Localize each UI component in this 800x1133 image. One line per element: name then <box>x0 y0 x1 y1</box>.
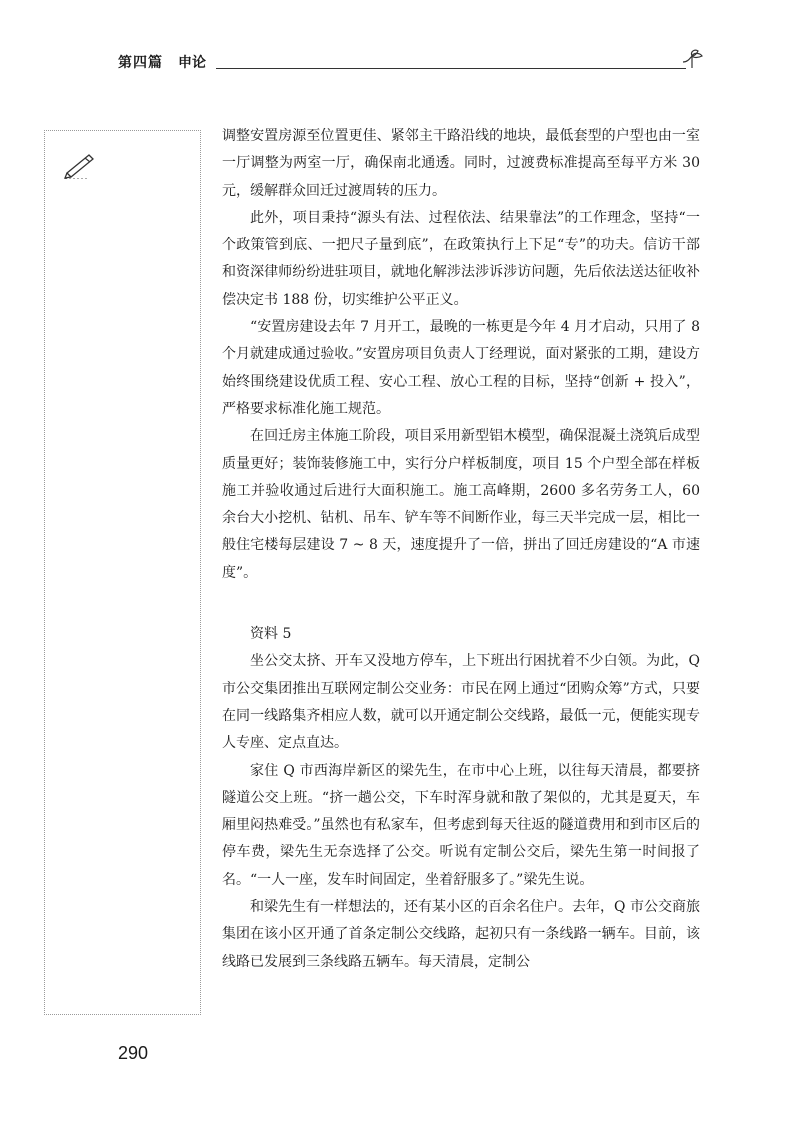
subject-label: 申论 <box>178 55 206 71</box>
paragraph: 在回迁房主体施工阶段，项目采用新型铝木模型，确保混凝土浇筑后成型质量更好；装饰装修施工中，实行分户样板制度，项目 15 个户型全部在样板施工并验收通过后进行大面积施工。施工高峰期，2600 多名劳务工人，60 余台大小挖机、钻机、吊车、铲车等不间断作业，每三天半完成一层，相比一般住宅楼每层建设 7 ~ 8 天，速度提升了一倍，拼出了回迁房建设的“A 市速度”。 <box>222 428 700 581</box>
pen-icon <box>63 149 97 179</box>
paragraph: 和梁先生有一样想法的，还有某小区的百余名住户。去年，Q 市公交商旅集团在该小区开通了首条定制公交线路，起初只有一条线路一辆车。目前，该线路已发展到三条线路五辆车。每天清晨，定制公 <box>222 899 700 970</box>
paragraph: 此外，项目秉持“源头有法、过程依法、结果靠法”的工作理念，坚持“一个政策管到底、一把尺子量到底”，在政策执行上下足“专”的功夫。信访干部和资深律师纷纷进驻项目，就地化解涉法涉诉涉访问题，先后依法送达征收补偿决定书 188 份，切实维护公平正义。 <box>222 209 700 308</box>
page-header <box>118 52 698 74</box>
paragraph: 坐公交太挤、开车又没地方停车，上下班出行困扰着不少白领。为此，Q 市公交集团推出互联网定制公交业务：市民在网上通过“团购众筹”方式，只要在同一线路集齐相应人数，就可以开通定制公交线路，最低一元，便能实现专人专座、定点直达。 <box>222 653 700 752</box>
part-label: 第四篇 <box>118 55 163 71</box>
paragraph: 调整安置房源至位置更佳、紧邻主干路沿线的地块，最低套型的户型也由一室一厅调整为两室一厅，确保南北通透。同时，过渡费标准提高至每平方米 30 元，缓解群众回迁过渡周转的压力。 <box>222 128 700 199</box>
body-text <box>222 123 700 976</box>
page-number: 290 <box>118 1043 149 1063</box>
note-margin <box>44 130 201 1015</box>
paragraph: 家住 Q 市西海岸新区的梁先生，在市中心上班，以往每天清晨，都要挤隧道公交上班。“挤一趟公交，下车时浑身就和散了架似的，尤其是夏天，车厢里闷热难受。”虽然也有私家车，但考虑到每天往返的隧道费用和到市区后的停车费，梁先生无奈选择了公交。听说有定制公交后，梁先生第一时间报了名。“一人一座，发车时间固定，坐着舒服多了。”梁先生说。 <box>222 762 700 888</box>
header-rule <box>216 68 686 69</box>
section-title: 资料 5 <box>250 626 292 643</box>
paragraph: “安置房建设去年 7 月开工，最晚的一栋更是今年 4 月才启动，只用了 8 个月就建成通过验收。”安置房项目负责人丁经理说，面对紧张的工期，建设方始终围绕建设优质工程、安心工程、放心工程的目标，坚持“创新 + 投入”，严格要求标准化施工规范。 <box>222 319 700 417</box>
leaf-sprout-icon <box>680 48 704 72</box>
